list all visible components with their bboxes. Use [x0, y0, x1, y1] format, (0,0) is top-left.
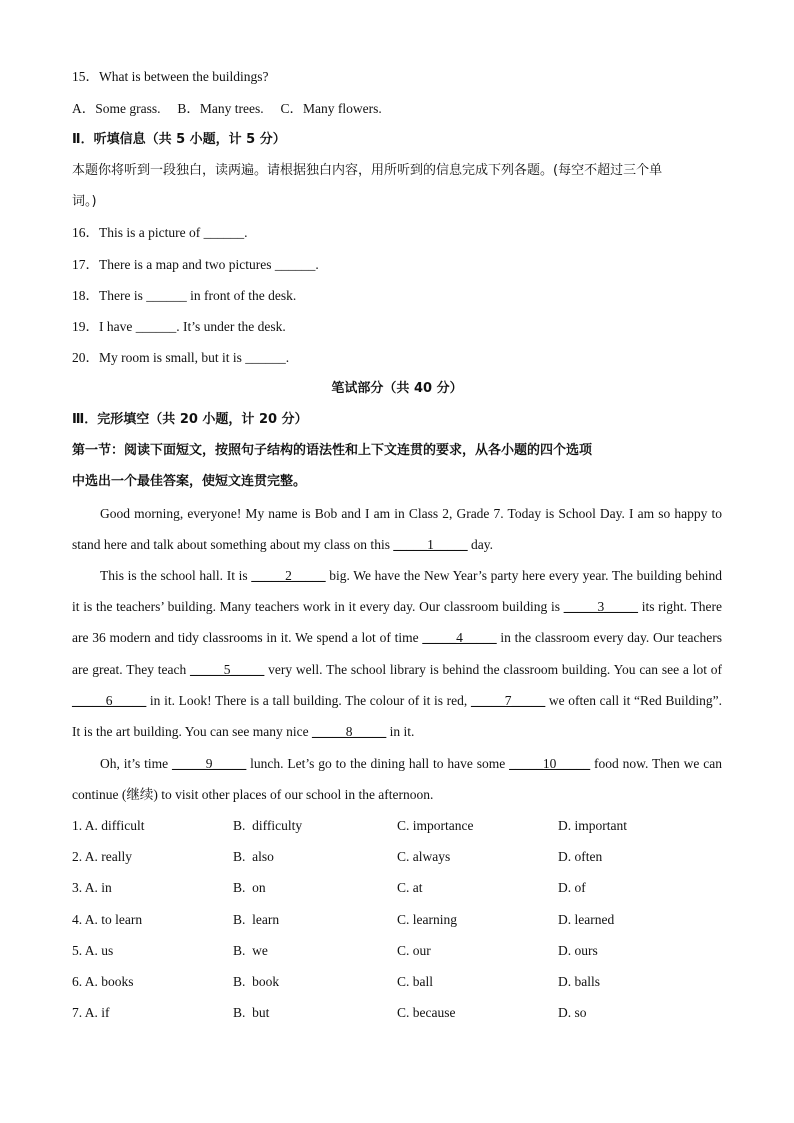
option-5-a: 5. A. us — [72, 943, 114, 958]
question-15: 15．What is between the buildings? — [72, 69, 269, 84]
option-2-c: C. always — [397, 849, 451, 864]
option-6-c: C. ball — [397, 974, 433, 989]
blank-4: _____4_____ — [422, 630, 497, 646]
option-1-d: D. important — [558, 818, 627, 833]
question-16: 16．This is a picture of ______. — [72, 225, 248, 240]
passage-paragraph-1: Good morning, everyone! My name is Bob and I am in Class 2, Grade 7. Today is School Day. I am so happy to stand here and talk about something about my class on this _____1_____ day. — [72, 506, 722, 553]
section-3-subtitle-cont: 中选出一个最佳答案，使短文连贯完整。 — [72, 474, 307, 489]
option-2-a: 2. A. really — [72, 849, 132, 864]
option-6-a: 6. A. books — [72, 974, 134, 989]
section-3-subtitle: 第一节：阅读下面短文，按照句子结构的语法性和上下文连贯的要求，从各小题的四个选项 — [72, 443, 593, 458]
option-6-d: D. balls — [558, 974, 600, 989]
option-4-b: B. learn — [233, 912, 280, 927]
option-5-b: B. we — [233, 943, 268, 958]
option-1-c: C. importance — [397, 818, 474, 833]
blank-2: _____2_____ — [251, 568, 326, 583]
option-3-a: 3. A. in — [72, 880, 112, 895]
blank-9: _____9_____ — [172, 756, 247, 771]
blank-10: _____10_____ — [509, 756, 591, 771]
option-1-a: 1. A. difficult — [72, 818, 145, 833]
option-7-b: B. but — [233, 1005, 270, 1020]
option-4-a: 4. A. to learn — [72, 912, 143, 927]
blank-1: _____1_____ — [393, 537, 468, 553]
section-2-title: Ⅱ．听填信息（共 5 小题，计 5 分） — [72, 132, 286, 147]
option-3-b: B. on — [233, 880, 266, 895]
option-7-a: 7. A. if — [72, 1005, 110, 1020]
option-4-c: C. learning — [397, 912, 457, 927]
section-2-instruction: 本题你将听到一段独白，读两遍。请根据独白内容，用所听到的信息完成下列各题。(每空不超过三个单 — [72, 163, 663, 178]
blank-7: _____7_____ — [470, 692, 546, 708]
passage-paragraph-2: This is the school hall. It is _____2_____ big. We have the New Year’s party here every year. The building behind it is the teachers’ building. Many teachers work in it every day. Our classroom building is _____3_____ its right. There are 36 modern and tidy classrooms in it. We spend a lot of time _____4_____ in the classroom every day. Our teachers are great. They teach _____5_____ very well. The school library is behind the classroom building. You can see a lot of _____6_____ in it. Look! There is a tall building. The colour of it is red, _____7_____ we often call it “Red Building”. It is the art building. You can see many nice _____8_____ in it. — [72, 568, 723, 740]
passage-paragraph-3: Oh, it’s time _____9_____ lunch. Let’s go to the dining hall to have some _____10_____ food now. Then we can continue (继续) to visit other places of our school in the afternoon. — [72, 756, 722, 803]
option-2-b: B. also — [233, 849, 274, 864]
question-19: 19．I have ______. It’s under the desk. — [72, 319, 286, 334]
question-20: 20．My room is small, but it is ______. — [72, 350, 290, 365]
section-3-title: Ⅲ．完形填空（共 20 小题，计 20 分） — [72, 412, 308, 427]
option-7-c: C. because — [397, 1005, 456, 1020]
question-17: 17．There is a map and two pictures ______. — [72, 257, 319, 272]
section-2-instruction-cont: 词。) — [72, 194, 97, 209]
written-part-title: 笔试部分（共 40 分） — [331, 381, 463, 396]
option-3-d: D. of — [558, 880, 586, 895]
question-15-options: A．Some grass. B．Many trees. C．Many flowers. — [72, 101, 382, 116]
option-5-c: C. our — [397, 943, 431, 958]
blank-6: _____6_____ — [72, 692, 147, 708]
option-4-d: D. learned — [558, 912, 615, 927]
blank-8: _____8_____ — [311, 724, 387, 740]
option-5-d: D. ours — [558, 943, 598, 958]
blank-3: _____3_____ — [563, 599, 638, 615]
option-3-c: C. at — [397, 880, 423, 895]
option-6-b: B. book — [233, 974, 280, 989]
option-7-d: D. so — [558, 1005, 587, 1020]
option-1-b: B. difficulty — [233, 818, 303, 833]
blank-5: _____5_____ — [190, 661, 265, 677]
option-2-d: D. often — [558, 849, 603, 864]
question-18: 18．There is ______ in front of the desk. — [72, 288, 297, 303]
